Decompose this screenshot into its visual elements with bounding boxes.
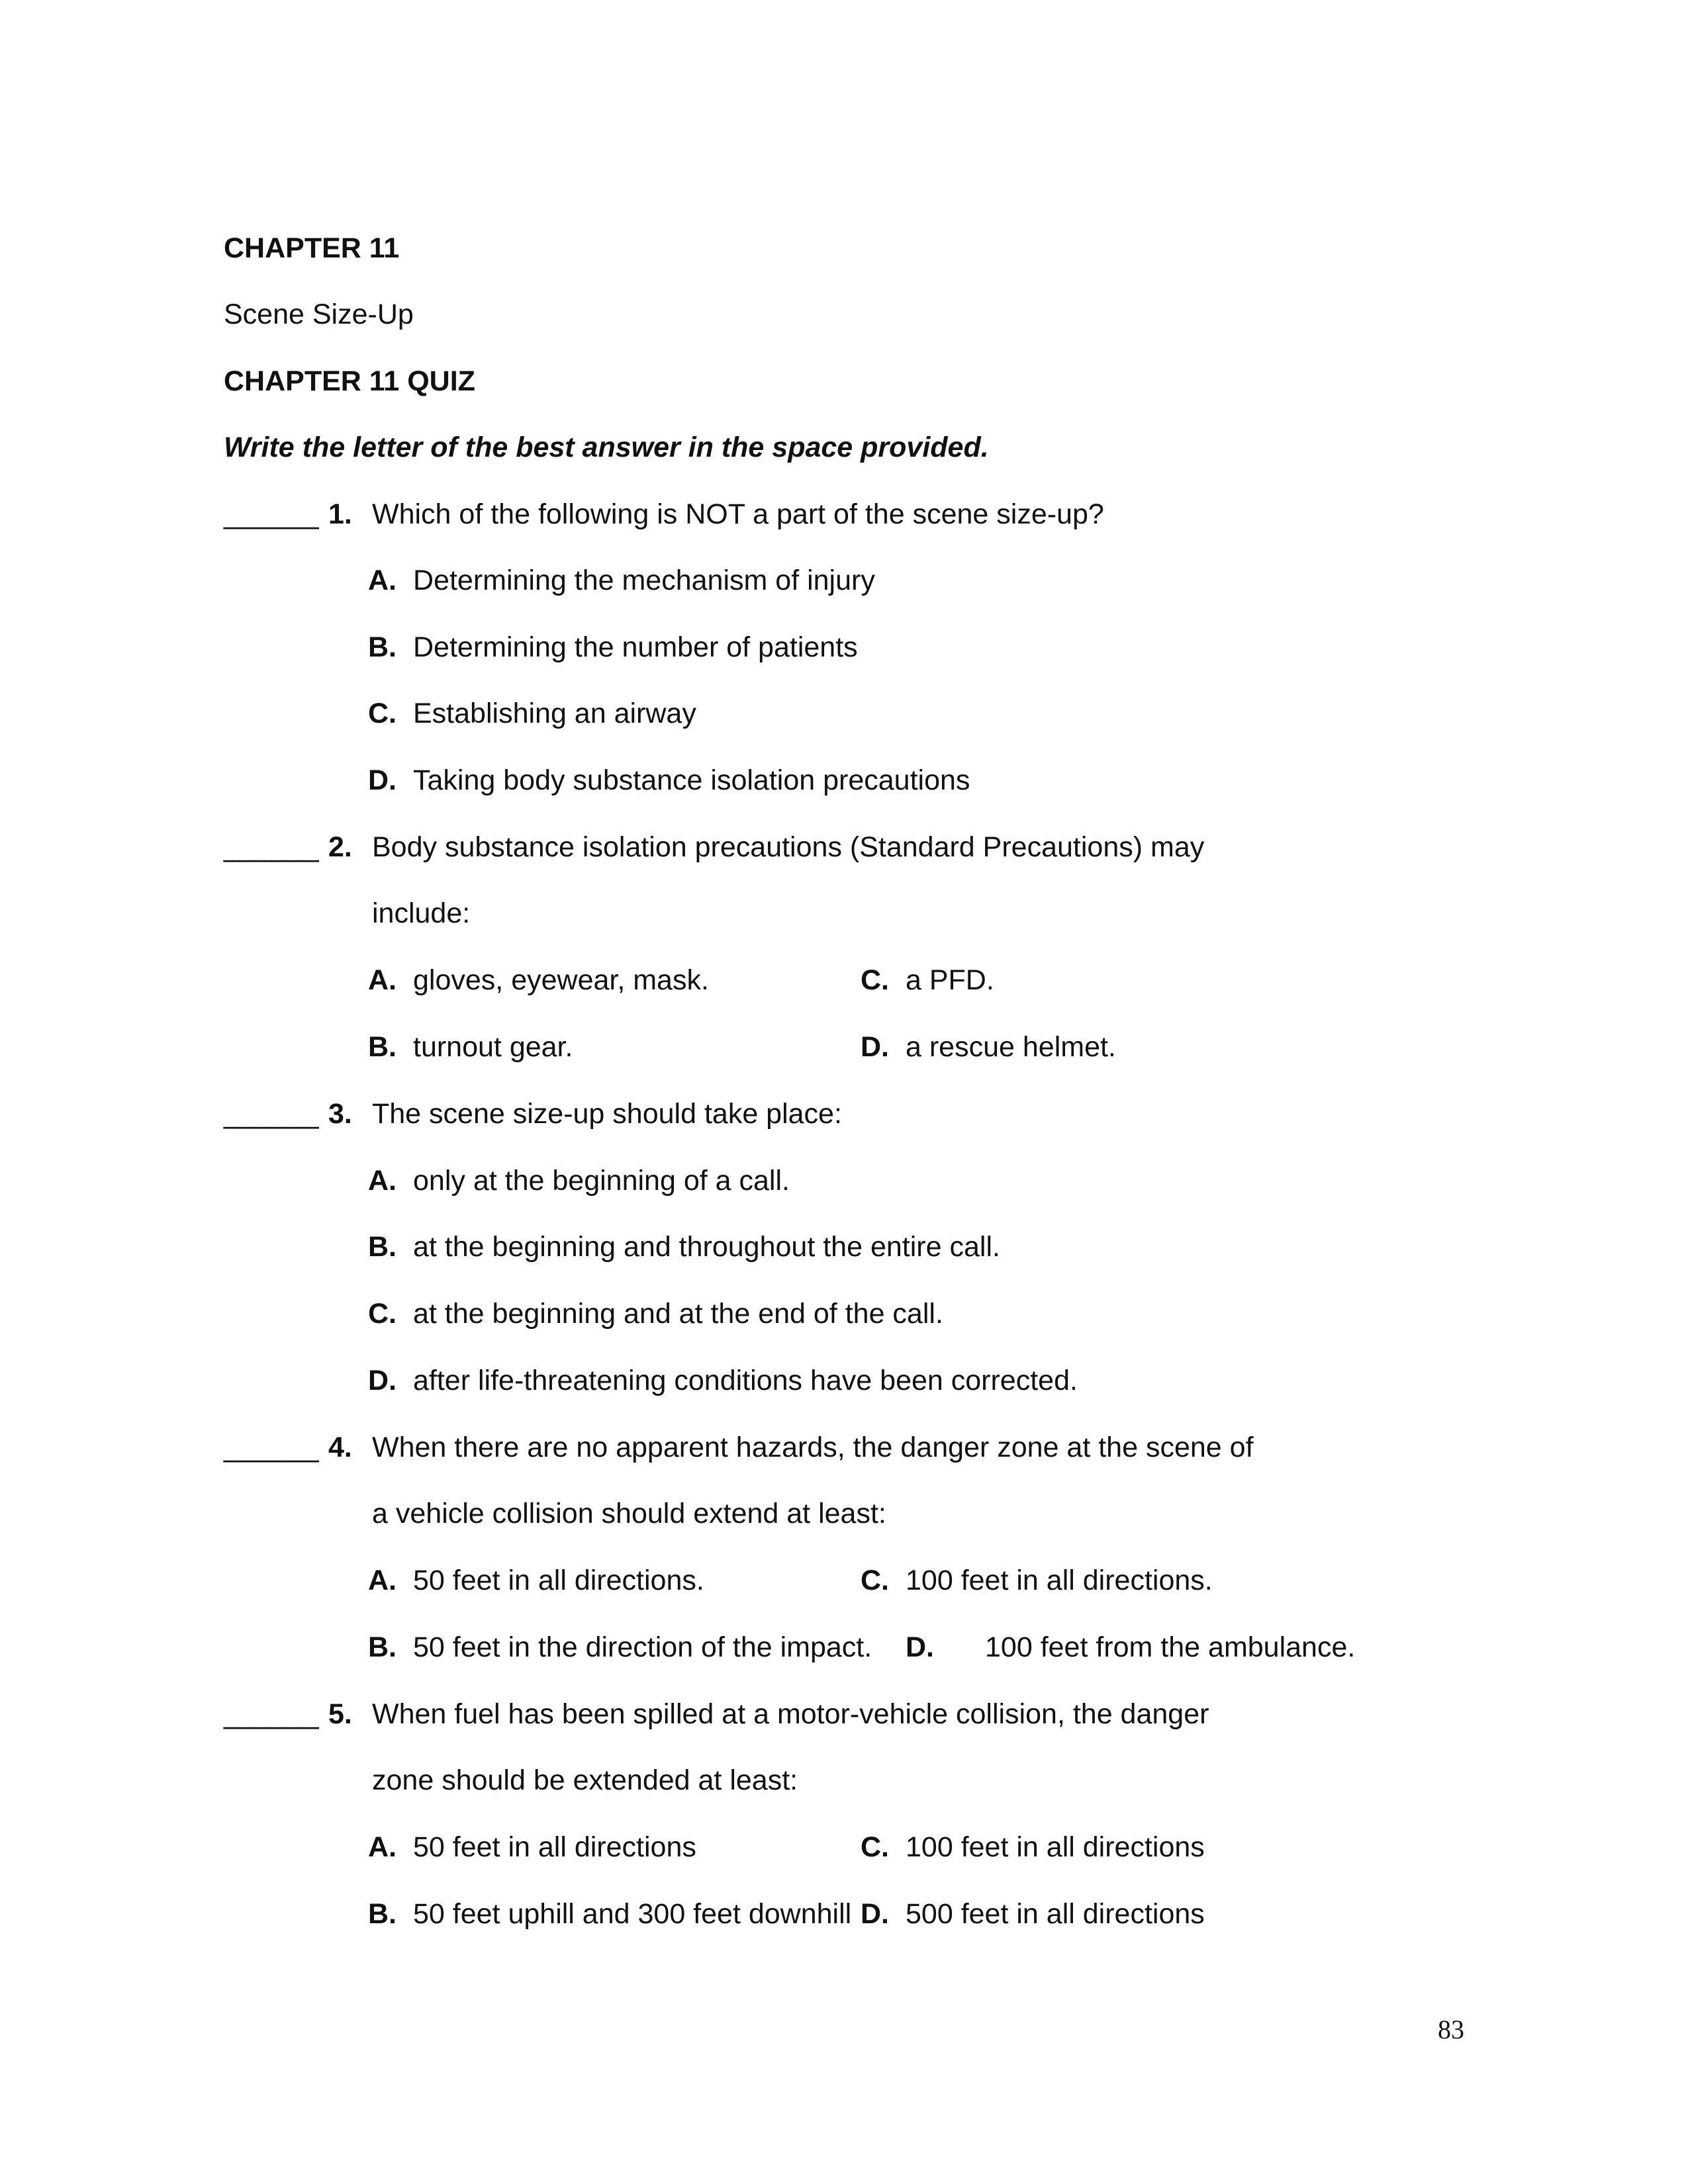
option-text: 100 feet from the ambulance. (985, 1631, 1356, 1663)
option-text: Determining the mechanism of injury (413, 565, 875, 596)
option-letter: D. (368, 764, 397, 796)
option-b (368, 1631, 872, 1664)
option-letter: A. (368, 565, 397, 596)
question-number: 4. (328, 1432, 352, 1463)
option-letter: A. (368, 1165, 397, 1197)
option-a (368, 1164, 790, 1197)
option-b (368, 1230, 1000, 1263)
option-letter: C. (861, 1565, 889, 1596)
quiz-instructions: Write the letter of the best answer in the space provided. (224, 432, 989, 463)
option-text: Determining the number of patients (413, 631, 858, 663)
question-text-continued: include: (372, 897, 471, 929)
chapter-heading: CHAPTER 11 (224, 232, 400, 264)
question-text-continued: zone should be extended at least: (372, 1764, 798, 1796)
question-number: 2. (328, 831, 352, 863)
option-letter: D. (861, 1898, 889, 1930)
option-a (368, 1831, 696, 1864)
question-number: 5. (328, 1698, 352, 1730)
option-a (368, 964, 709, 997)
question-text-continued: a vehicle collision should extend at least: (372, 1498, 886, 1529)
option-letter: C. (861, 1831, 889, 1863)
option-c (368, 1297, 943, 1330)
option-b (368, 1030, 573, 1064)
option-letter: C. (368, 698, 397, 729)
option-letter: D. (861, 1031, 889, 1063)
option-b (368, 1897, 851, 1931)
option-letter: C. (861, 964, 889, 996)
option-text: 100 feet in all directions. (906, 1565, 1213, 1596)
option-text: 50 feet uphill and 300 feet downhill (413, 1898, 852, 1930)
answer-blank[interactable]: ______ (224, 1698, 319, 1730)
page-number: 83 (1438, 2015, 1464, 2044)
option-letter: D. (368, 1365, 397, 1396)
option-d (861, 1030, 1116, 1064)
option-text: Taking body substance isolation precautions (413, 764, 970, 796)
chapter-subtitle: Scene Size-Up (224, 298, 414, 330)
option-text: Establishing an airway (413, 698, 696, 729)
option-d (368, 764, 970, 797)
option-text: at the beginning and at the end of the call. (413, 1298, 943, 1330)
option-d (906, 1631, 1355, 1664)
option-letter: B. (368, 1031, 397, 1063)
option-text: 50 feet in all directions (413, 1831, 696, 1863)
option-text: after life-threatening conditions have been corrected. (413, 1365, 1078, 1396)
answer-blank[interactable]: ______ (224, 1098, 319, 1130)
option-letter: A. (368, 1831, 397, 1863)
option-c (368, 697, 696, 730)
option-text: 100 feet in all directions (906, 1831, 1205, 1863)
question-text: The scene size-up should take place: (372, 1098, 842, 1130)
answer-blank[interactable]: ______ (224, 1432, 319, 1463)
question-text: Body substance isolation precautions (Standard Precautions) may (372, 831, 1205, 863)
option-text: 50 feet in the direction of the impact. (413, 1631, 872, 1663)
question-text: When there are no apparent hazards, the danger zone at the scene of (372, 1432, 1254, 1463)
option-c (861, 1564, 1213, 1597)
option-letter: B. (368, 1231, 397, 1263)
option-letter: A. (368, 964, 397, 996)
option-text: a PFD. (906, 964, 994, 996)
quiz-title: CHAPTER 11 QUIZ (224, 365, 475, 397)
option-letter: A. (368, 1565, 397, 1596)
answer-blank[interactable]: ______ (224, 831, 319, 863)
option-c (861, 1831, 1205, 1864)
option-letter: D. (906, 1631, 934, 1663)
option-text: gloves, eyewear, mask. (413, 964, 709, 996)
option-text: a rescue helmet. (906, 1031, 1116, 1063)
option-b (368, 631, 858, 664)
option-text: 50 feet in all directions. (413, 1565, 704, 1596)
option-text: at the beginning and throughout the entire call. (413, 1231, 1000, 1263)
option-letter: C. (368, 1298, 397, 1330)
option-letter: B. (368, 1898, 397, 1930)
option-letter: B. (368, 1631, 397, 1663)
question-text: When fuel has been spilled at a motor-vehicle collision, the danger (372, 1698, 1209, 1730)
option-a (368, 1564, 704, 1597)
option-text: 500 feet in all directions (906, 1898, 1205, 1930)
option-d (861, 1897, 1205, 1931)
option-text: turnout gear. (413, 1031, 573, 1063)
question-text: Which of the following is NOT a part of the scene size-up? (372, 498, 1104, 530)
option-letter: B. (368, 631, 397, 663)
option-d (368, 1364, 1078, 1397)
question-number: 1. (328, 498, 352, 530)
question-number: 3. (328, 1098, 352, 1130)
option-c (861, 964, 994, 997)
option-text: only at the beginning of a call. (413, 1165, 790, 1197)
answer-blank[interactable]: ______ (224, 498, 319, 530)
option-a (368, 564, 875, 597)
